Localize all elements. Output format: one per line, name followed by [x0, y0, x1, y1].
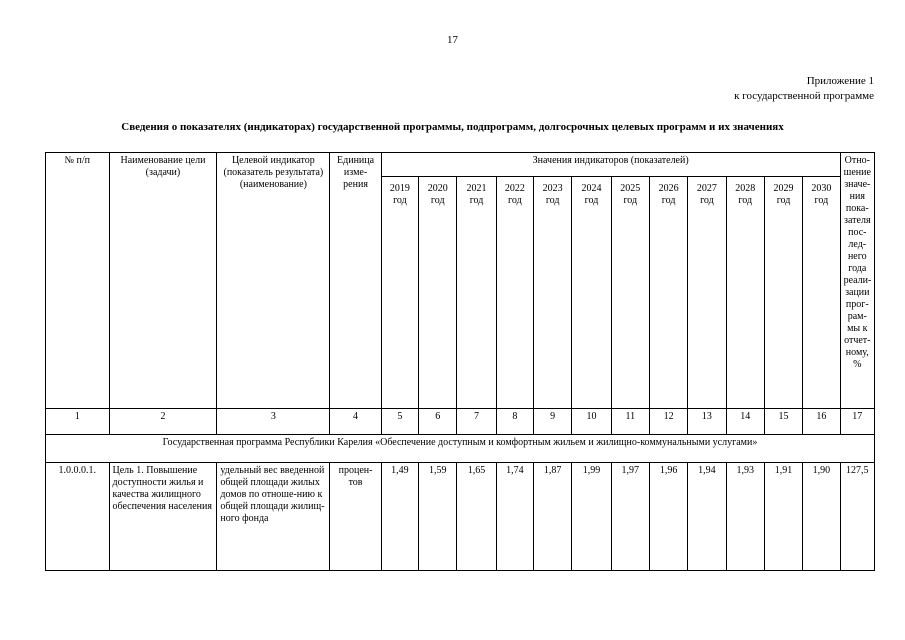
column-number-row [46, 409, 875, 435]
indicators-table [45, 152, 875, 571]
header-ratio: Отно-шение значе-ния пока-зателя пос-лед-него года реали-зации прог-рам-мы к отчет-ному, % [840, 153, 874, 409]
header-year: 2025 год [611, 177, 649, 409]
header-year: 2030 год [803, 177, 840, 409]
header-num: № п/п [46, 153, 110, 409]
column-number: 9 [533, 409, 571, 435]
column-number: 7 [457, 409, 496, 435]
column-number: 3 [217, 409, 330, 435]
row-ratio: 127,5 [840, 463, 874, 571]
header-year: 2021 год [457, 177, 496, 409]
table-row [46, 463, 875, 571]
row-goal: Цель 1. Повышение доступности жилья и качества жилищного обеспечения населения [109, 463, 217, 571]
row-value: 1,97 [611, 463, 649, 571]
header-year: 2022 год [496, 177, 533, 409]
row-value: 1,59 [419, 463, 457, 571]
header-year: 2027 год [688, 177, 726, 409]
row-value: 1,91 [764, 463, 802, 571]
row-value: 1,99 [572, 463, 611, 571]
column-number: 11 [611, 409, 649, 435]
column-number: 2 [109, 409, 217, 435]
section-title: Государственная программа Республики Карелия «Обеспечение доступным и комфортным жильем и жилищно-коммунальными услугами» [46, 435, 875, 463]
column-number: 13 [688, 409, 726, 435]
row-value: 1,87 [533, 463, 571, 571]
column-number: 17 [840, 409, 874, 435]
header-year: 2019 год [381, 177, 418, 409]
header-goal: Наименование цели (задачи) [109, 153, 217, 409]
column-number: 10 [572, 409, 611, 435]
row-value: 1,94 [688, 463, 726, 571]
column-number: 4 [330, 409, 381, 435]
row-num: 1.0.0.0.1. [46, 463, 110, 571]
appendix-reference [734, 74, 874, 104]
header-unit: Единица изме-рения [330, 153, 381, 409]
header-year: 2026 год [649, 177, 687, 409]
section-row [46, 435, 875, 463]
header-indicator: Целевой индикатор (показатель результата) (наименование) [217, 153, 330, 409]
column-number: 1 [46, 409, 110, 435]
header-year: 2028 год [726, 177, 764, 409]
header-year: 2029 год [764, 177, 802, 409]
column-number: 15 [764, 409, 802, 435]
column-number: 6 [419, 409, 457, 435]
header-year: 2023 год [533, 177, 571, 409]
row-value: 1,65 [457, 463, 496, 571]
column-number: 8 [496, 409, 533, 435]
row-value: 1,90 [803, 463, 840, 571]
row-unit: процен-тов [330, 463, 381, 571]
header-values-group: Значения индикаторов (показателей) [381, 153, 840, 177]
column-number: 16 [803, 409, 840, 435]
header-row-1 [46, 153, 875, 177]
column-number: 14 [726, 409, 764, 435]
column-number: 5 [381, 409, 418, 435]
header-year: 2020 год [419, 177, 457, 409]
document-title: Сведения о показателях (индикаторах) государственной программы, подпрограмм, долгосрочных целевых программ и их значениях [121, 121, 784, 133]
row-value: 1,74 [496, 463, 533, 571]
row-value: 1,49 [381, 463, 418, 571]
appendix-line-1: Приложение 1 [806, 75, 874, 87]
page-number: 17 [447, 34, 458, 46]
row-indicator: удельный вес введенной общей площади жилых домов по отноше-нию к общей площади жилищ-ного фонда [217, 463, 330, 571]
appendix-line-2: к государственной программе [734, 90, 874, 102]
row-value: 1,96 [649, 463, 687, 571]
column-number: 12 [649, 409, 687, 435]
header-year: 2024 год [572, 177, 611, 409]
row-value: 1,93 [726, 463, 764, 571]
